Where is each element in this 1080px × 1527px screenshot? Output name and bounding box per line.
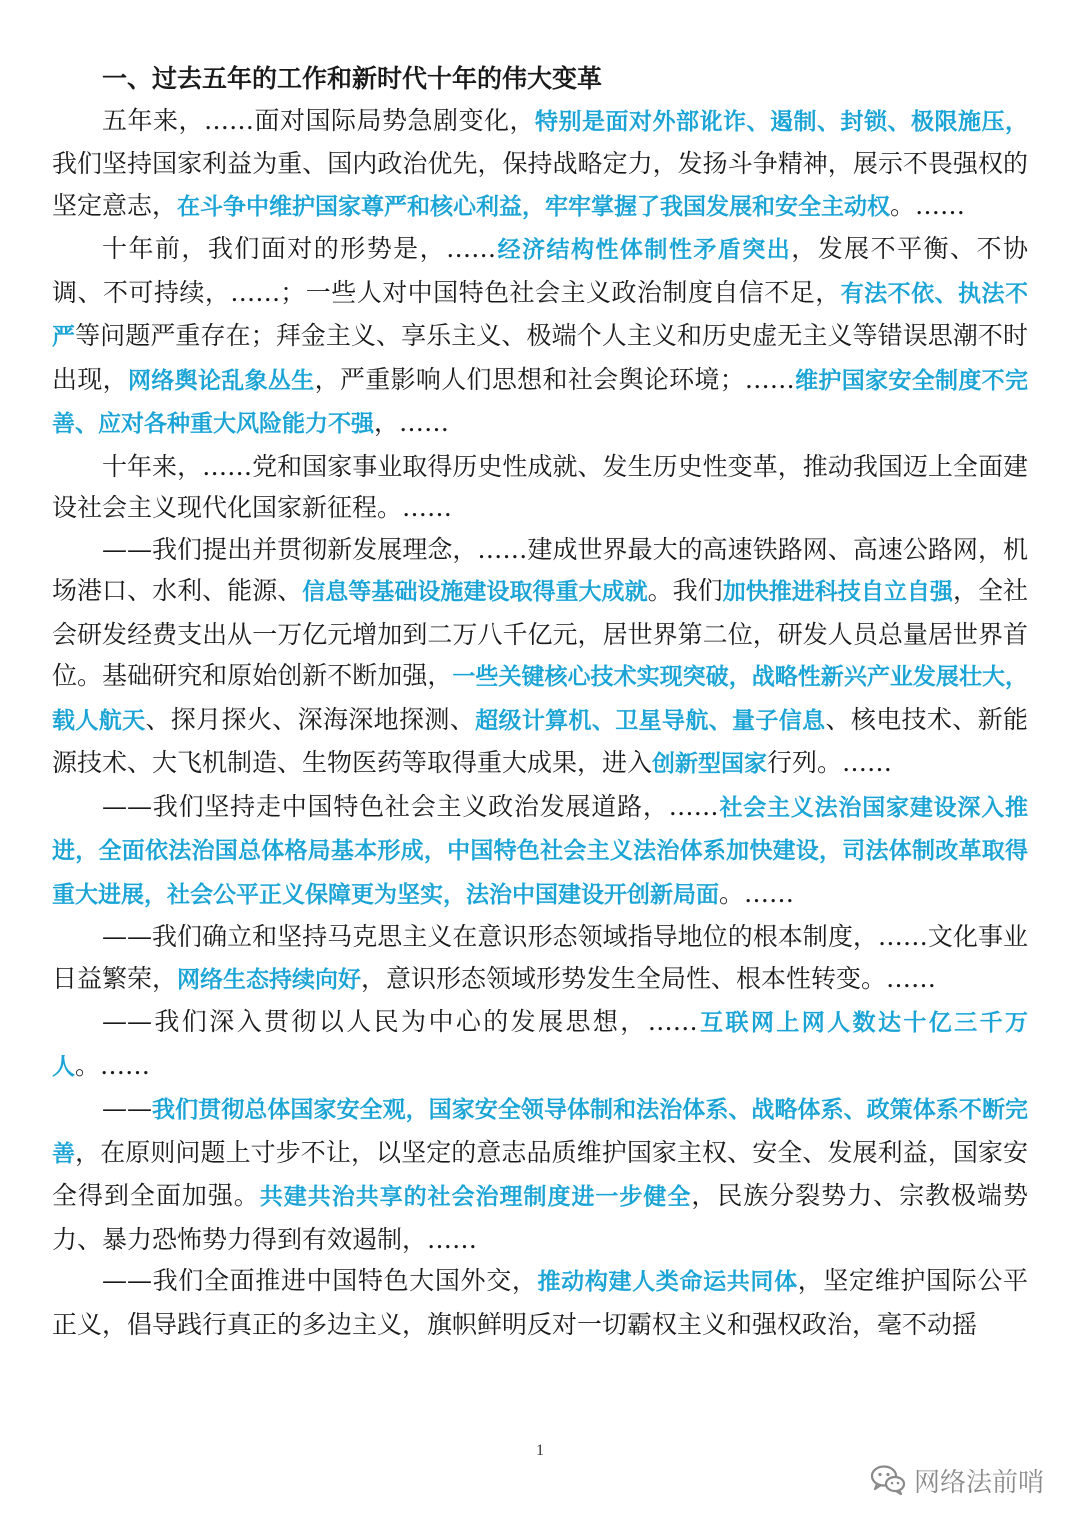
highlighted-text: 加快推进科技自立自强 (722, 579, 953, 605)
watermark-text: 网络法前哨 (913, 1467, 1044, 1498)
body-text: ，在原则问题上寸步不让，以坚定的意志品质维护国家主权、安全、发展利益，国家安全得到全面加强。 (52, 1137, 1029, 1210)
body-text: ——我们确立和坚持马克思主义在意识形态领域指导地位的根本制度，……文化事业日益繁荣， (52, 922, 1028, 993)
body-text: 十年前，我们面对的形势是，…… (102, 234, 497, 263)
body-text: —— (102, 1094, 152, 1123)
body-text: 十年来，……党和国家事业取得历史性成就、发生历史性变革，推动我国迈上全面建设社会主义现代化国家新征程。…… (52, 451, 1028, 522)
highlighted-text: 特别是面对外部讹诈、遏制、封锁、极限施压， (535, 108, 1028, 135)
body-text: ——我们深入贯彻以人民为中心的发展思想，…… (102, 1007, 698, 1036)
section-heading: 一、过去五年的工作和新时代十年的伟大变革 (102, 64, 603, 93)
body-text: ，发展不平衡、不协调、不可持续，……；一些人对中国特色社会主义政治制度自信不足， (52, 234, 1028, 307)
body-text: 。…… (890, 190, 966, 220)
page-number: 1 (536, 1442, 544, 1459)
body-text: 、探月探火、深海深地探测、 (145, 704, 476, 734)
highlighted-text: 创新型国家 (652, 751, 768, 777)
watermark (870, 1460, 1044, 1500)
paragraph-list (52, 100, 1028, 1346)
body-text: ——我们全面推进中国特色大国外交， (102, 1266, 538, 1295)
paragraph (52, 916, 1028, 1001)
body-text: 等问题严重存在；拜金主义、享乐主义、极端个人主义和历史虚无主义等错误思潮不时出现， (52, 321, 1029, 394)
document-body (52, 58, 1028, 1345)
body-text: ——我们提出并贯彻新发展理念，……建成世界最大的高速铁路网、高速公路网，机场港口、水利、能源、 (52, 534, 1028, 605)
highlighted-text: 我们贯彻总体国家安全观，国家安全领导体制和法治体系、战略体系、政策体系不断完善 (52, 1097, 1028, 1167)
paragraph (52, 1088, 1028, 1260)
body-text: ，民族分裂势力、宗教极端势力、暴力恐怖势力得到有效遏制，…… (52, 1181, 1028, 1254)
highlighted-text: 网络舆论乱象丛生 (127, 367, 315, 394)
body-text: ，全社会研发经费支出从一万亿元增加到二万八千亿元，居世界第二位，研发人员总量居世界首位。基础研究和原始创新不断加强， (52, 576, 1028, 690)
highlighted-text: 超级计算机、卫星导航、量子信息 (475, 707, 826, 734)
highlighted-text: 共建共治共享的社会治理制度进一步健全 (259, 1184, 692, 1210)
highlighted-text: 在斗争中维护国家尊严和核心利益，牢牢掌握了我国发展和安全主动权 (177, 193, 891, 220)
body-text: ，坚定维护国际公平正义，倡导践行真正的多边主义，旗帜鲜明反对一切霸权主义和强权政治，毫不动摇 (52, 1266, 1028, 1339)
highlighted-text: 有法不依、执法不严 (52, 280, 1028, 350)
body-text: 、核电技术、新能源技术、大飞机制造、生物医药等取得重大成果，进入 (52, 704, 1028, 777)
paragraph (52, 1260, 1028, 1345)
wechat-icon (870, 1464, 906, 1496)
body-text: 。…… (75, 1050, 151, 1080)
body-text: 行列。…… (767, 748, 893, 777)
highlighted-text: 经济结构性体制性矛盾突出 (496, 237, 792, 263)
paragraph (52, 446, 1028, 529)
highlighted-text: 互联网上网人数达十亿三千万人 (52, 1010, 1028, 1080)
body-text: ，严重影响人们思想和社会舆论环境；…… (314, 364, 795, 394)
body-text: ，意识形态领域形势发生全局性、根本性转变。…… (361, 963, 937, 993)
highlighted-text: 社会主义法治国家建设深入推进，全面依法治国总体格局基本形成，中国特色社会主义法治体系加快建设，司法体制改革取得重大进展，社会公平正义保障更为坚实，法治中国建设开创新局面 (52, 794, 1028, 908)
body-text: ——我们坚持走中国特色社会主义政治发展道路，…… (102, 791, 719, 821)
body-text: 我们坚持国家利益为重、国内政治优先，保持战略定力，发扬斗争精神，展示不畏强权的坚定意志， (52, 149, 1028, 220)
body-text: ，…… (374, 408, 450, 437)
body-text: 。…… (719, 878, 795, 908)
paragraph (52, 529, 1028, 786)
paragraph (52, 228, 1028, 446)
highlighted-text: 推动构建人类命运共同体 (537, 1269, 798, 1295)
highlighted-text: 信息等基础设施建设取得重大成就 (302, 579, 648, 605)
highlighted-text: 维护国家安全制度不完善、应对各种重大风险能力不强 (52, 367, 1029, 437)
paragraph (52, 1001, 1028, 1088)
paragraph (52, 100, 1028, 229)
body-text: 。我们 (647, 576, 723, 605)
body-text: 五年来，……面对国际局势急剧变化， (102, 105, 535, 135)
highlighted-text: 一些关键核心技术实现突破，战略性新兴产业发展壮大，载人航天 (52, 664, 1028, 734)
paragraph (52, 786, 1028, 917)
highlighted-text: 网络生态持续向好 (177, 966, 362, 993)
